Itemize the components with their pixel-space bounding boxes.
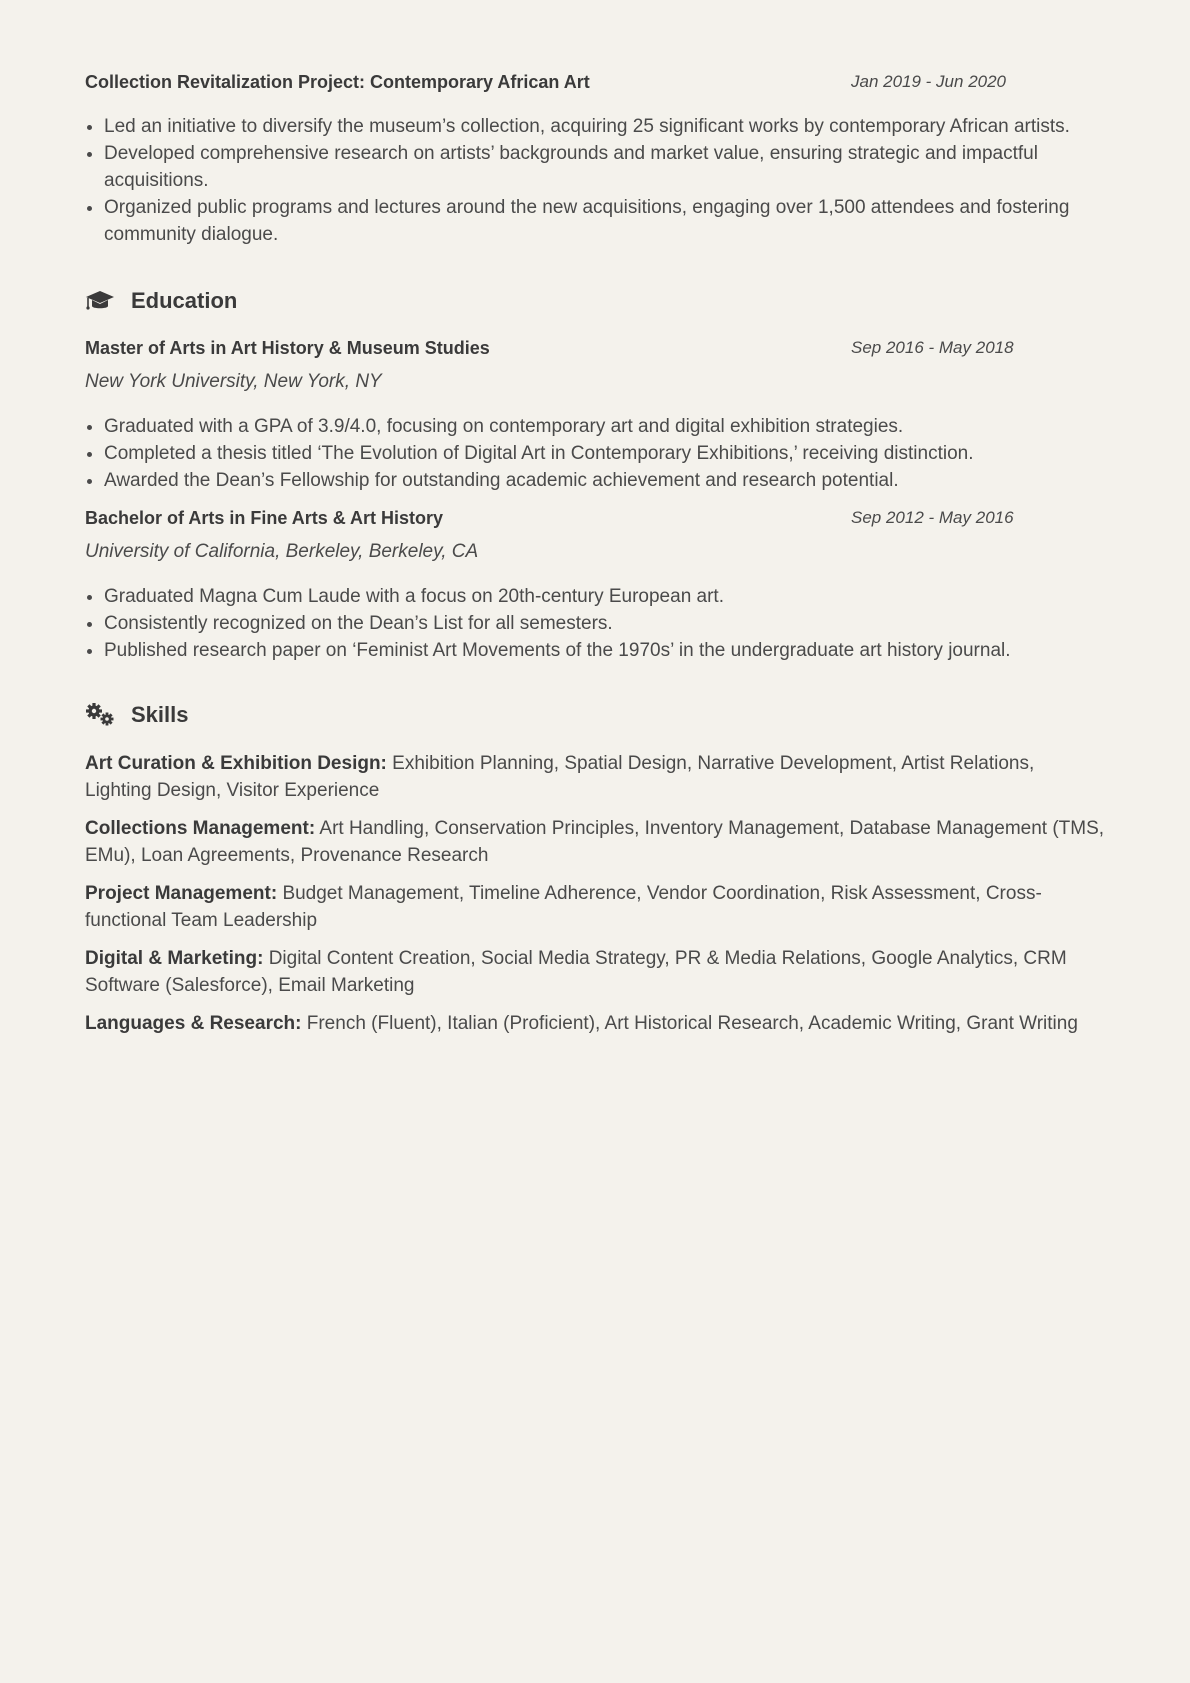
skills-heading [85, 700, 1105, 730]
skills-list [85, 750, 1105, 1037]
graduation-cap-icon [85, 288, 117, 314]
skill-value: Art Handling, Conservation Principles, Inventory Management, Database Management (TMS, EMu), Loan Agreements, Provenance Research [85, 818, 1105, 866]
education-entry [85, 508, 1105, 664]
skill-value: Digital Content Creation, Social Media Strategy, PR & Media Relations, Google Analytics, CRM Software (Salesforce), Email Marketing [85, 948, 1067, 996]
skill-label: Languages & Research: [85, 1013, 302, 1034]
project-bullets [85, 113, 1105, 248]
skill-item [85, 815, 1105, 869]
section-title: Education [131, 288, 238, 313]
skills-section [85, 700, 1105, 1037]
list-item: Graduated Magna Cum Laude with a focus on 20th-century European art. [85, 583, 1105, 610]
list-item: Consistently recognized on the Dean’s List for all semesters. [85, 610, 1105, 637]
skill-label: Digital & Marketing: [85, 948, 264, 969]
degree-date: Sep 2012 - May 2016 [851, 508, 1014, 527]
project-date: Jan 2019 - Jun 2020 [851, 72, 1007, 91]
skill-item [85, 1010, 1105, 1037]
list-item: Awarded the Dean’s Fellowship for outstanding academic achievement and research potential. [85, 467, 1105, 494]
degree-title: Master of Arts in Art History & Museum Studies [85, 338, 490, 358]
gears-icon [85, 702, 117, 728]
education-entry [85, 338, 1105, 494]
education-section [85, 286, 1105, 664]
education-bullets [85, 413, 1105, 494]
project-title: Collection Revitalization Project: Contemporary African Art [85, 72, 590, 92]
project-header [85, 72, 1105, 93]
resume-page [85, 72, 1105, 1037]
education-heading [85, 286, 1105, 316]
skill-item [85, 880, 1105, 934]
list-item: Published research paper on ‘Feminist Art Movements of the 1970s’ in the undergraduate art history journal. [85, 637, 1105, 664]
education-bullets [85, 583, 1105, 664]
skill-value: Budget Management, Timeline Adherence, Vendor Coordination, Risk Assessment, Cross-functional Team Leadership [85, 883, 1042, 931]
project-entry [85, 72, 1105, 248]
school-name: New York University, New York, NY [85, 371, 382, 392]
degree-date: Sep 2016 - May 2018 [851, 338, 1014, 357]
list-item: Completed a thesis titled ‘The Evolution of Digital Art in Contemporary Exhibitions,’ receiving distinction. [85, 440, 1105, 467]
school-name: University of California, Berkeley, Berkeley, CA [85, 541, 479, 562]
education-entry-header [85, 338, 1105, 359]
skill-item [85, 945, 1105, 999]
list-item: Graduated with a GPA of 3.9/4.0, focusing on contemporary art and digital exhibition strategies. [85, 413, 1105, 440]
section-title: Skills [131, 702, 189, 727]
list-item: Developed comprehensive research on artists’ backgrounds and market value, ensuring strategic and impactful acquisitions. [85, 140, 1105, 194]
skill-item [85, 750, 1105, 804]
education-entry-header [85, 508, 1105, 529]
skill-label: Project Management: [85, 883, 278, 904]
degree-title: Bachelor of Arts in Fine Arts & Art History [85, 508, 444, 528]
skill-value: French (Fluent), Italian (Proficient), Art Historical Research, Academic Writing, Grant Writing [306, 1013, 1078, 1034]
skill-label: Art Curation & Exhibition Design: [85, 753, 387, 774]
skill-label: Collections Management: [85, 818, 316, 839]
list-item: Organized public programs and lectures around the new acquisitions, engaging over 1,500 attendees and fostering community dialogue. [85, 194, 1105, 248]
list-item: Led an initiative to diversify the museum’s collection, acquiring 25 significant works by contemporary African artists. [85, 113, 1105, 140]
skill-value: Exhibition Planning, Spatial Design, Narrative Development, Artist Relations, Lighting Design, Visitor Experience [85, 753, 1035, 801]
